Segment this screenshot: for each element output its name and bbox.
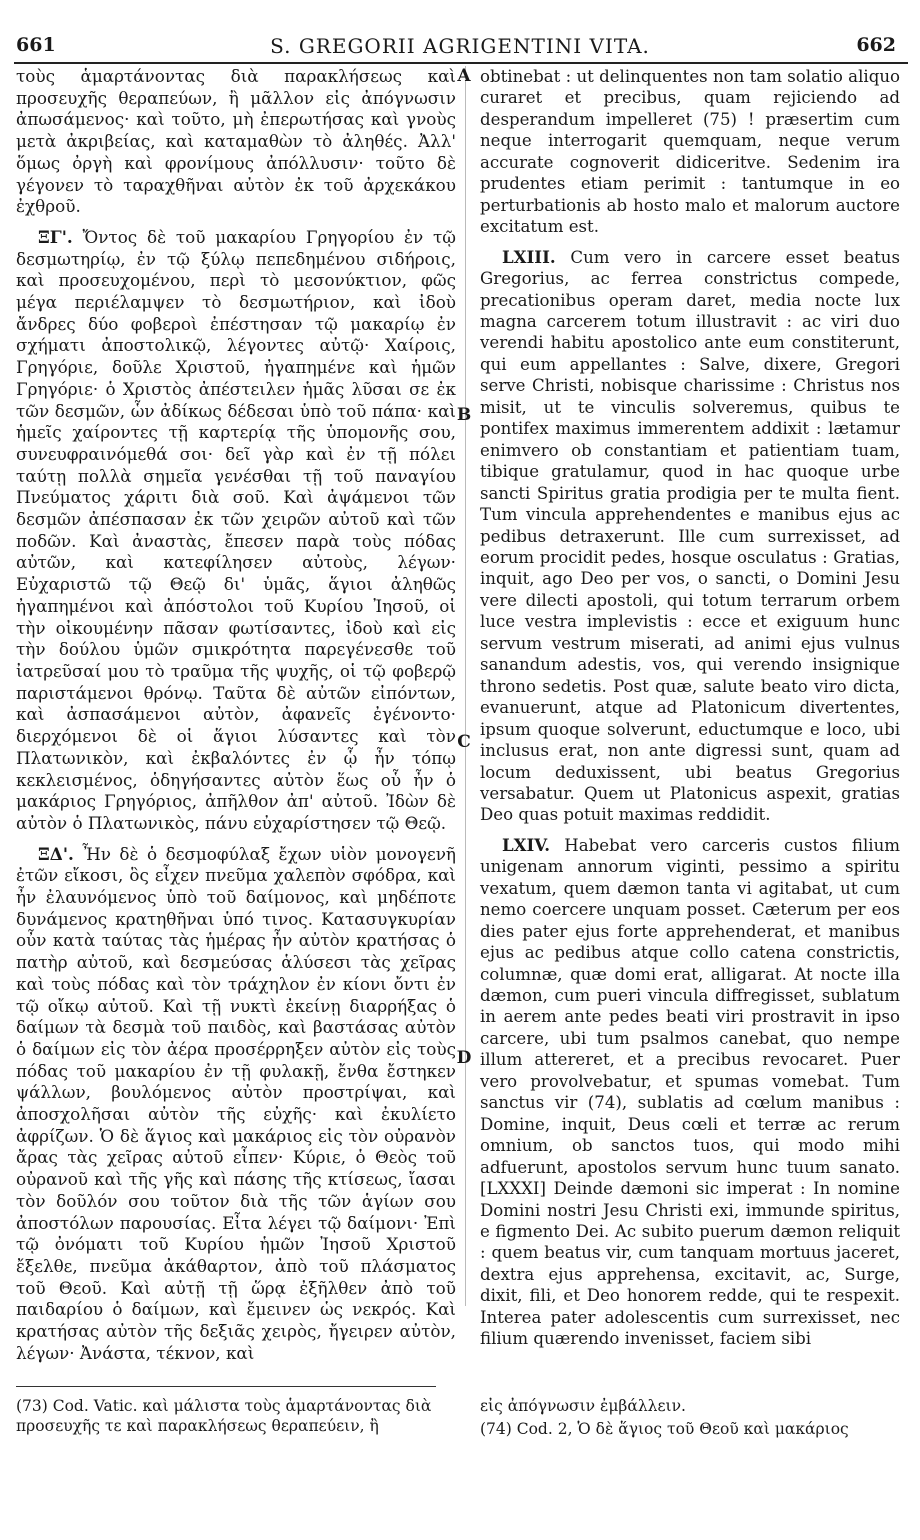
footnote-rule (16, 1386, 436, 1387)
greek-paragraph-3-text: Ἦν δὲ ὁ δεσμοφύλαξ ἔχων υἱὸν μονογενῆ ἐτῶν εἴκοσι, ὃς εἶχεν πνεῦμα χαλεπὸν σφόδρα, καὶ ἦν ἐλαυνόμενος ὑπὸ τοῦ δαίμονος, καὶ μηδέποτε δυνάμενος κρατηθῆναι ὑπό τινος. Κατασυγκυρίαν οὖν κατὰ ταύτας τὰς ἡμέρας ἦν αὐτὸν κρατήσας ὁ πατὴρ αὐτοῦ, καὶ δεσμεύσας ἁλύσεσι τὰς χεῖρας καὶ τοὺς πόδας καὶ τὸν τράχηλον ἐν κίονι ὄντι ἐν τῷ οἴκῳ αὐτοῦ. Καὶ τῇ νυκτὶ ἐκείνῃ διαρρήξας ὁ δαίμων τὰ δεσμὰ τοῦ παιδὸς, καὶ βαστάσας αὐτὸν ὁ δαίμων εἰς τὸν ἀέρα προσέρρηξεν αὐτὸν εἰς τοὺς πόδας τοῦ μακαρίου ἐν τῇ φυλακῇ, ἔνθα ἔστηκεν ψάλλων, βουλόμενος αὐτὸν προστρίψαι, καὶ ἀποσχολῆσαι αὐτὸν τῆς εὐχῆς· καὶ ἐκυλίετο ἀφρίζων. Ὁ δὲ ἅγιος καὶ μακάριος εἰς τὸν οὐρανὸν ἄρας τὰς χεῖρας αὐτοῦ εἶπεν· Κύριε, ὁ Θεὸς τοῦ οὐρανοῦ καὶ τῆς γῆς καὶ πάσης τῆς κτίσεως, ἴασαι τὸν δοῦλόν σου τοῦτον διὰ τῆς τῶν ἁγίων σου ἀποστόλων παρουσίας. Εἶτα λέγει τῷ δαίμονι· Ἐπὶ τῷ ὀνόματι τοῦ Κυρίου ἡμῶν Ἰησοῦ Χριστοῦ ἔξελθε, πνεῦμα ἀκάθαρτον, ἀπὸ τοῦ πλάσματος τοῦ Θεοῦ. Καὶ αὐτῇ τῇ ὥρᾳ ἐξῆλθεν ἀπὸ τοῦ παιδαρίου ὁ δαίμων, καὶ ἔμεινεν ὡς νεκρός. Καὶ κρατήσας αὐτὸν τῆς δεξιᾶς χειρὸς, ἤγειρεν αὐτὸν, λέγων· Ἀνάστα, τέκνον, καὶ (16, 843, 456, 1363)
margin-marker-a: A (457, 66, 471, 86)
running-head (0, 34, 920, 60)
margin-marker-c: C (457, 732, 471, 752)
page-title: S. GREGORII AGRIGENTINI VITA. (270, 34, 650, 58)
latin-paragraph-3 (480, 835, 900, 1350)
greek-column (16, 66, 456, 1373)
latin-chapter-number: LXIII. (502, 246, 556, 267)
margin-marker-d: D (456, 1048, 472, 1068)
latin-paragraph-2-text: Cum vero in carcere esset beatus Gregorius, ac ferrea constrictus compede, precationibus operam daret, media nocte lux magna carcerem totum illustravit : ac viri duo verendi habitu apostolico ante eum constiterunt, qui eum appellantes : Salve, dixere, Gregori serve Christi, nobisque charissime : Christus nos misit, ut te vinculis solveremus, quibus te pontifex maximus immerentem addixit : lætamur enimvero ob constantiam et patientiam tuam, tibique gratulamur, quod in hac quoque urbe sancti Spiritus gratia prodigia per te multa fient. Tum vincula apprehendentes e manibus ejus ac pedibus detraxerunt. Ille cum surrexisset, ad eorum procidit pedes, hosque osculatus : Gratias, inquit, ago Deo per vos, o sancti, o Domini Jesu vere dilecti apostoli, qui totum terrarum orbem luce vestra implevistis : ecce et exiguum hunc servum vestrum miserati, ad animi ejus vulnus sanandum adestis, vos, qui verendo insignique throno sedetis. Post quæ, salute beato viro dicta, evanuerunt, atque ad Platonicum divertentes, ipsum quoque solverunt, eductumque e loco, ubi inclusus erat, non ante digressi sunt, quam ad locum deduxissent, ubi beatus Gregorius versabatur. Quem ut Platonicus aspexit, gratias Deo quas potuit maximas reddidit. (480, 247, 900, 825)
footnote-73: (73) Cod. Vatic. καὶ μάλιστα τοὺς ἁμαρτάνοντας διὰ προσευχῆς τε καὶ παρακλήσεως θεραπεύειν, ἢ (16, 1397, 432, 1435)
greek-paragraph-2 (16, 227, 456, 835)
footnote-73-continuation: εἰς ἀπόγνωσιν ἐμβάλλειν. (480, 1397, 686, 1415)
latin-chapter-number: LXIV. (502, 834, 551, 855)
greek-paragraph-2-text: Ὄντος δὲ τοῦ μακαρίου Γρηγορίου ἐν τῷ δεσμωτηρίῳ, ἐν τῷ ξύλῳ πεπεδημένου σιδήροις, καὶ προσευχομένου, περὶ τὸ μεσονύκτιον, φῶς μέγα περιέλαμψεν τὸ δεσμωτήριον, καὶ ἰδοὺ ἄνδρες δύο φοβεροὶ ἐπέστησαν τῷ μακαρίῳ ἐν σχήματι ἀποστολικῷ, λέγοντες αὐτῷ· Χαίροις, Γρηγόριε, δοῦλε Χριστοῦ, ἠγαπημένε καὶ ἡμῶν Γρηγόριε· ὁ Χριστὸς ἀπέστειλεν ἡμᾶς λῦσαι σε ἐκ τῶν δεσμῶν, ὧν ἀδίκως δέδεσαι ὑπὸ τοῦ πάπα· καὶ ἡμεῖς χαίροντες τῇ καρτερίᾳ τῆς ὑπομονῆς σου, συνευφραινόμεθά σοι· δεῖ γὰρ καὶ ἐν τῇ πόλει ταύτῃ πολλὰ σημεῖα γενέσθαι τῇ τοῦ παναγίου Πνεύματος χάριτι διὰ σοῦ. Καὶ ἀψάμενοι τῶν δεσμῶν ἀπέσπασαν ἐκ τῶν χειρῶν αὐτοῦ καὶ τῶν ποδῶν. Καὶ ἀναστὰς, ἔπεσεν παρὰ τοὺς πόδας αὐτῶν, καὶ κατεφίλησεν αὐτοὺς, λέγων· Εὐχαριστῶ τῷ Θεῷ δι' ὑμᾶς, ἅγιοι ἀληθῶς ἠγαπημένοι καὶ ἀπόστολοι τοῦ Κυρίου Ἰησοῦ, οἱ τὴν οἰκουμένην πᾶσαν φωτίσαντες, ἰδοὺ καὶ εἰς τὴν δούλου ὑμῶν σμικρότητα παρεγένεσθε τοῦ ἰατρεῦσαί μου τὸ τραῦμα τῆς ψυχῆς, οἱ τῷ φοβερῷ παριστάμενοι θρόνῳ. Ταῦτα δὲ αὐτῶν εἰπόντων, καὶ ἀσπασάμενοι αὐτὸν, ἀφανεῖς ἐγένοντο· διερχόμενοι δὲ οἱ ἅγιοι λύσαντες καὶ τὸν Πλατωνικὸν, καὶ ἐκβαλόντες ἐν ᾧ ἦν τόπῳ κεκλεισμένος, ὁδηγήσαντες αὐτὸν ἕως οὗ ἦν ὁ μακάριος Γρηγόριος, ἀπῆλθον ἀπ' αὐτοῦ. Ἰδὼν δὲ αὐτὸν ὁ Πλατωνικὸς, πάνυ εὐχαρίστησεν τῷ Θεῷ. (16, 226, 456, 833)
latin-column (480, 66, 900, 1359)
latin-paragraph-3-text: Habebat vero carceris custos filium unigenam annorum viginti, pessimo a spiritu vexatum, quem dæmon tanta vi agitabat, ut cum nemo coercere unquam posset. Cæterum per eos dies pater ejus forte apprehenderat, et manibus ejus ac pedibus atque collo catena constrictis, columnæ, quæ domi erat, alligarat. At nocte illa dæmon, cum pueri vincula diffregisset, sublatum in aerem ante pedes beati viri prostravit in ipso carcere, ubi tum psalmos canebat, quo nempe illum attereret, et a precibus revocaret. Puer vero provolvebatur, et spumas vomebat. Tum sanctus vir (74), sublatis ad cœlum manibus : Domine, inquit, Deus cœli et terræ ac rerum omnium, ob sanctos tuos, qui modo mihi adfuerunt, apostolos servum hunc tuum sanato. [LXXXI] Deinde dæmoni sic imperat : In nomine Domini nostri Jesu Christi exi, immunde spiritus, e figmento Dei. Ac subito puerum dæmon reliquit : quem beatus vir, cum tanquam mortuus jaceret, dextra ejus apprehensa, excitavit, ac, Surge, dixit, fili, et Deo honorem redde, qui te respexit. Interea pater adolescentis cum surrexisset, nec filium quærendo invenisset, faciem sibi (480, 835, 900, 1349)
footnote-74: (74) Cod. 2, Ὁ δὲ ἅγιος τοῦ Θεοῦ καὶ μακάριος (480, 1420, 849, 1438)
page-number-left: 661 (16, 34, 56, 56)
greek-chapter-number: ΞΔ'. (38, 843, 74, 864)
greek-paragraph-1: τοὺς ἁμαρτάνοντας διὰ παρακλήσεως καὶ προσευχῆς θεραπεύων, ἢ μᾶλλον εἰς ἀπόγνωσιν ἀπωσάμενος· καὶ τοῦτο, μὴ ἐπερωτήσας καὶ γνοὺς μετὰ ἀκριβείας, καὶ καταμαθὼν τὸ ἀληθές. Ἀλλ' ὅμως ὀργὴ καὶ φρονίμους ἀπόλλυσιν· τοῦτο δὲ γέγονεν τὸ ταραχθῆναι αὐτὸν ἐκ τοῦ ἀρχεκάκου ἐχθροῦ. (16, 66, 456, 217)
page-number-right: 662 (856, 34, 896, 56)
column-divider (465, 66, 466, 1306)
greek-paragraph-3 (16, 844, 456, 1365)
latin-paragraph-2 (480, 247, 900, 826)
margin-marker-b: B (456, 405, 472, 425)
header-rule (14, 62, 908, 64)
latin-paragraph-1: obtinebat : ut delinquentes non tam solatio aliquo curaret et precibus, quam rejiciendo ad desperandum impelleret (75) ! præsertim cum neque interrogarit quemquam, neque verum accurate cognoverit didiceritve. Sedenim ira prudentes etiam perimit : tantumque in eo perturbationis ab hosto malo et malorum auctore excitatum est. (480, 67, 900, 237)
greek-chapter-number: ΞΓ'. (38, 226, 73, 247)
footnotes-left (16, 1396, 456, 1439)
footnotes-right (480, 1396, 900, 1442)
